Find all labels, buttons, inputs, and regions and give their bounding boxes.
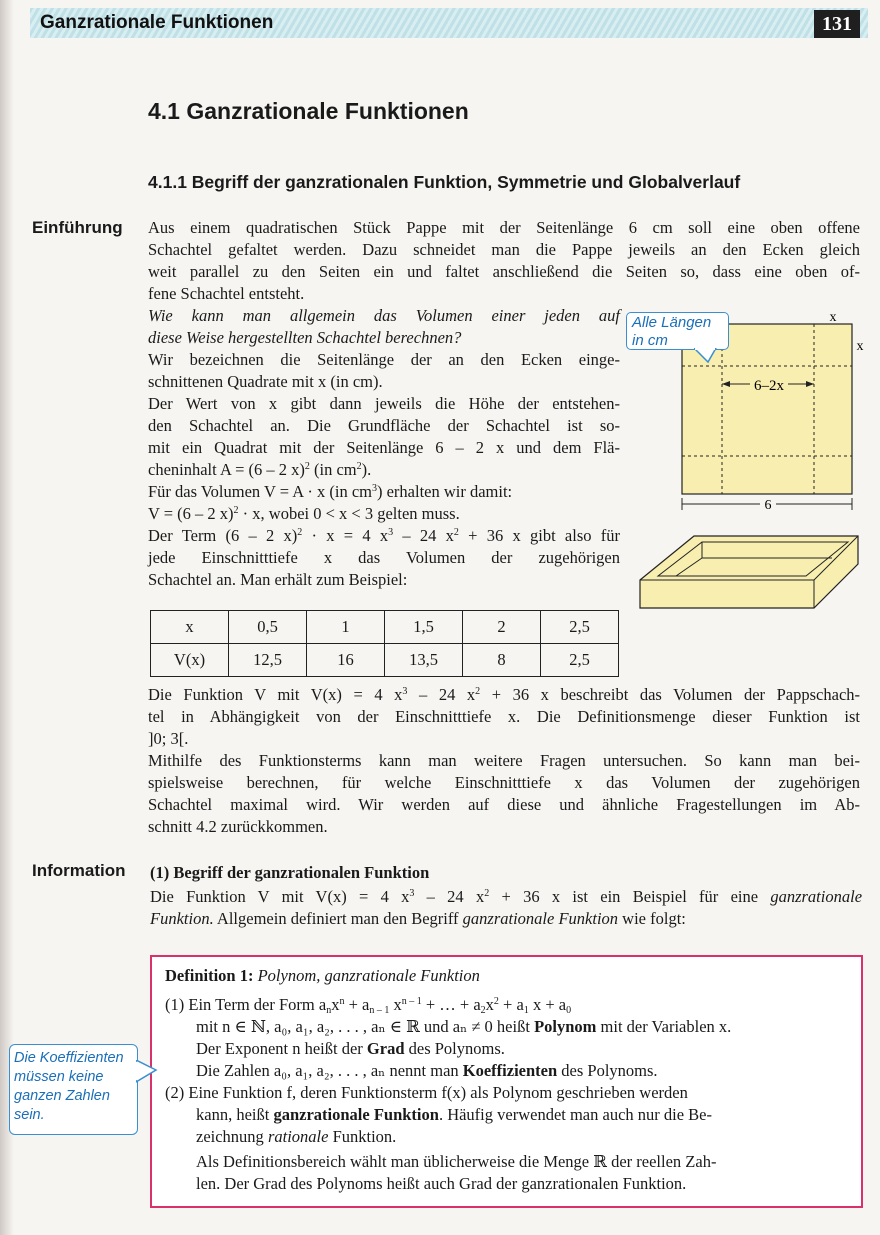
text-fragment: cheninhalt A = (6 – 2 x)	[148, 460, 305, 479]
note-line: ganzen Zahlen	[14, 1088, 110, 1104]
text-fragment: + 36 x ist ein Beispiel für eine	[489, 887, 771, 906]
text-fragment: des Polynoms.	[557, 1061, 658, 1080]
table-row	[151, 644, 619, 677]
text-line: Mithilfe des Funktionsterms kann man weitere Fragen untersuchen. So kann man bei-	[148, 751, 860, 770]
question-text: Wie kann man allgemein das Volumen einer jeden auf	[148, 306, 620, 325]
text-fragment: Für das Volumen V = A · x (in cm	[148, 482, 372, 501]
exponent: 3	[409, 888, 415, 899]
emphasis: Funktion.	[150, 909, 214, 928]
text-fragment: Die Funktion V mit V(x) = 4 x	[148, 685, 403, 704]
section-title: 4.1 Ganzrationale Funktionen	[148, 98, 469, 124]
label-info: Information	[32, 861, 126, 880]
table-row	[151, 611, 619, 644]
definition-line: Als Definitionsbereich wählt man üblicherweise die Menge ℝ der reellen Zah-	[196, 1152, 717, 1171]
page-number: 131	[814, 10, 860, 38]
definition-label: Definition 1:	[165, 966, 254, 985]
text-line: Schachtel maximal wird. Wir werden auf diese und ähnliche Fragestellungen im Ab-	[148, 795, 860, 814]
inner-length-label: 6–2x	[754, 378, 784, 394]
table-cell: 16	[307, 644, 385, 677]
table-cell: 1	[307, 611, 385, 644]
exponent: 3	[402, 686, 408, 697]
text-line: spielsweise berechnen, für welche Einschnitttiefe x das Volumen der zugehörigen	[148, 773, 860, 792]
intro-paragraph-2	[148, 305, 620, 591]
exponent: 2	[453, 527, 459, 538]
text-fragment: . Häufig verwendet man auch nur die Be-	[438, 1105, 713, 1124]
text-line: schnittenen Quadrate mit x (in cm).	[148, 372, 383, 391]
open-box-figure	[636, 532, 862, 612]
exponent: 2	[297, 527, 303, 538]
question-line	[148, 305, 620, 327]
emphasis: ganzrationale	[770, 887, 863, 906]
table-cell: 0,5	[229, 611, 307, 644]
volume-formula-line	[148, 503, 620, 525]
side-note-tail	[136, 1060, 160, 1086]
text-line: Schachtel an. Man erhält zum Beispiel:	[148, 570, 408, 589]
info-line	[150, 908, 862, 930]
callout-pointer	[694, 348, 716, 362]
top-x-label: x	[829, 310, 837, 325]
after-table-paragraph	[148, 684, 860, 838]
definition-line: len. Der Grad des Polynoms heißt auch Grad der ganzrationalen Funktion.	[196, 1174, 687, 1193]
callout-line: in cm	[632, 332, 668, 349]
text-fragment: · x, wobei 0 < x < 3 gelten muss.	[238, 504, 460, 523]
term-line	[148, 525, 620, 547]
lengths-callout	[626, 312, 729, 350]
text-fragment: Allgemein definiert man den Begriff	[213, 909, 463, 928]
table-header-cell: V(x)	[151, 644, 229, 677]
text-fragment: + 36 x beschreibt das Volumen der Pappschach-	[480, 685, 861, 704]
note-pointer	[136, 1060, 156, 1082]
exponent: 2	[233, 505, 239, 516]
running-header: Ganzrationale Funktionen	[40, 12, 274, 33]
term-grad: Grad	[366, 1039, 405, 1058]
table-cell: 12,5	[229, 644, 307, 677]
text-fragment: ) erhalten wir damit:	[376, 482, 513, 501]
volume-line	[148, 481, 620, 503]
text-fragment: des Polynoms.	[404, 1039, 505, 1058]
text-fragment: – 24 x	[414, 887, 485, 906]
text-line: jede Einschnitttiefe x das Volumen der zugehörigen	[148, 548, 620, 567]
note-line: Die Koeffizienten	[14, 1050, 124, 1066]
note-line: müssen keine	[14, 1069, 104, 1085]
definition-topic: Polynom, ganzrationale Funktion	[253, 966, 480, 985]
bottom-length-label: 6	[764, 498, 772, 513]
text-line: Der Wert von x gibt dann jeweils die Höhe der entstehen-	[148, 394, 620, 413]
text-fragment: mit der Variablen x.	[596, 1017, 732, 1036]
text-fragment: Die Zahlen a₀, a₁, a₂, . . . , aₙ nennt man	[196, 1061, 463, 1080]
exponent: 3	[388, 527, 394, 538]
text-line: schnitt 4.2 zurückkommen.	[148, 817, 328, 836]
text-fragment: ).	[361, 460, 372, 479]
subsection-title: 4.1.1 Begriff der ganzrationalen Funktion, Symmetrie und Globalverlauf	[148, 172, 741, 192]
text-fragment: kann, heißt	[196, 1105, 274, 1124]
text-fragment: (1) Ein Term der Form a	[165, 995, 327, 1014]
text-line: den Schachtel an. Die Grundfläche der Schachtel ist so-	[148, 416, 620, 435]
text-line: Aus einem quadratischen Stück Pappe mit der Seitenlänge 6 cm soll eine oben offene	[148, 218, 860, 237]
text-line: mit ein Quadrat mit der Seitenlänge 6 – 2 x und dem Flä-	[148, 438, 620, 457]
text-line: Wir bezeichnen die Seitenlänge der an den Ecken einge-	[148, 350, 620, 369]
definition-title	[165, 966, 480, 986]
table-cell: 2,5	[541, 611, 619, 644]
exponent: 2	[484, 888, 490, 899]
term-polynom: Polynom	[534, 1017, 597, 1036]
text-fragment: mit n ∈ ℕ, a₀, a₁, a₂, . . . , aₙ ∈ ℝ und aₙ ≠ 0 heißt	[196, 1017, 535, 1036]
term-koeffizienten: Koeffizienten	[462, 1061, 558, 1080]
exponent: 2	[356, 461, 362, 472]
function-line	[148, 684, 860, 706]
text-fragment: + 36 x gibt also für	[458, 526, 621, 545]
definition-line: (2) Eine Funktion f, deren Funktionsterm f(x) als Polynom geschrieben werden	[165, 1083, 688, 1102]
table-cell: 8	[463, 644, 541, 677]
callout-tail	[694, 348, 718, 364]
definition-line	[196, 1126, 396, 1148]
text-fragment: – 24 x	[407, 685, 476, 704]
text-line: fene Schachtel entsteht.	[148, 284, 305, 303]
side-x-label: x	[856, 339, 864, 354]
value-table	[150, 610, 619, 677]
text-line: ]0; 3[.	[148, 729, 189, 748]
question-text: diese Weise hergestellten Schachtel berechnen?	[148, 328, 462, 347]
table-cell: 2,5	[541, 644, 619, 677]
info-paragraph	[150, 862, 862, 930]
text-fragment: (in cm	[309, 460, 357, 479]
text-fragment: – 24 x	[393, 526, 454, 545]
exponent: 2	[304, 461, 310, 472]
emphasis: ganzrationale Funktion	[462, 909, 619, 928]
table-cell: 1,5	[385, 611, 463, 644]
exponent: 3	[371, 483, 377, 494]
text-fragment: Der Term (6 – 2 x)	[148, 526, 298, 545]
definition-line	[196, 1060, 658, 1082]
callout-line: Alle Längen	[632, 314, 712, 331]
text-line: Schachtel gefaltet werden. Dazu schneidet man die Pappe jeweils an den Ecken gleich	[148, 240, 860, 259]
emphasis: rationale	[267, 1127, 329, 1146]
definition-line	[196, 1104, 712, 1126]
definition-box	[150, 955, 863, 1208]
term-ganzrationale-funktion: ganzrationale Funktion	[273, 1105, 439, 1124]
note-line: sein.	[14, 1107, 45, 1123]
text-fragment: zeichnung	[196, 1127, 268, 1146]
table-cell: 2	[463, 611, 541, 644]
table-header-cell: x	[151, 611, 229, 644]
text-line: weit parallel zu den Seiten ein und faltet anschließend die Seiten so, dass eine oben of-	[148, 262, 860, 281]
definition-line: (1) Ein Term der Form $a_nx^n + a_{n - 1}$ $x^{n - 1}$ + … + $a_2x^2 + a_1$ $x + a_0$	[165, 995, 572, 1016]
exponent: 2	[475, 686, 481, 697]
definition-line	[196, 1016, 731, 1038]
text-fragment: + … + a	[421, 995, 481, 1014]
info-heading: (1) Begriff der ganzrationalen Funktion	[150, 863, 430, 882]
intro-paragraph-1	[148, 217, 860, 305]
text-fragment: wie folgt:	[618, 909, 686, 928]
definition-line	[196, 1038, 505, 1060]
area-formula-line	[148, 459, 620, 481]
text-fragment: Funktion.	[328, 1127, 397, 1146]
text-fragment: Der Exponent n heißt der	[196, 1039, 367, 1058]
coefficients-side-note	[9, 1044, 138, 1135]
text-fragment: Die Funktion V mit V(x) = 4 x	[150, 887, 410, 906]
text-line: tel in Abhängigkeit von der Einschnitttiefe x. Die Definitionsmenge dieser Funktion ist	[148, 707, 860, 726]
table-cell: 13,5	[385, 644, 463, 677]
info-line	[150, 886, 862, 908]
label-intro: Einführung	[32, 218, 123, 237]
text-fragment: V = (6 – 2 x)	[148, 504, 234, 523]
question-line	[148, 327, 620, 349]
text-fragment: · x = 4 x	[302, 526, 389, 545]
